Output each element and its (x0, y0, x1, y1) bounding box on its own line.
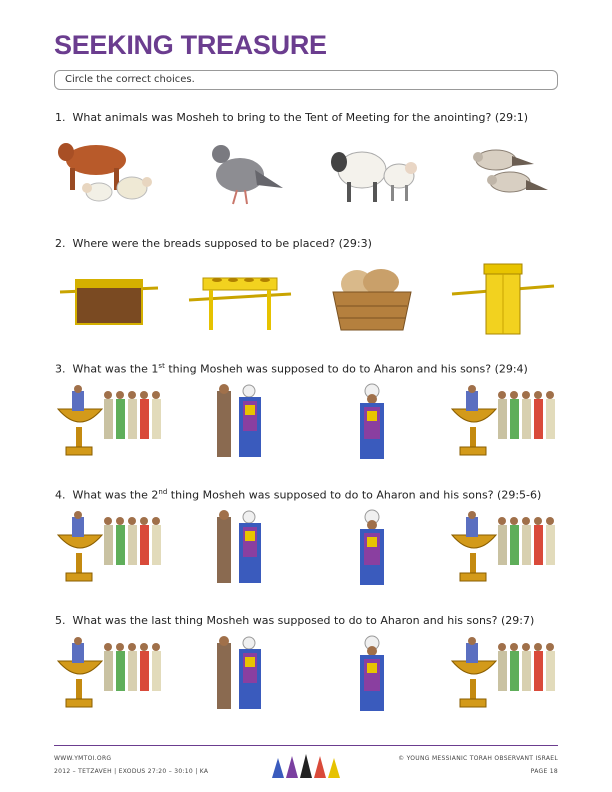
choice-high-priest[interactable] (317, 509, 427, 589)
question-4: 4. What was the 2nd thing Mosheh was supposed to do to Aharon and his sons? (29:5-6) (55, 488, 542, 502)
choice-basket[interactable] (317, 258, 427, 338)
footer-site-link[interactable]: WWW.YMTOI.ORG (54, 755, 112, 762)
choice-pigeon[interactable] (185, 130, 295, 210)
choice-ram-and-sheep[interactable] (317, 130, 427, 210)
choice-high-priest[interactable] (317, 383, 427, 463)
choice-table[interactable] (185, 258, 295, 338)
choices-row-3 (54, 383, 558, 463)
footer-lesson-info: 2012 – TETZAVEH | EXODUS 27:20 – 30:10 | KA (54, 768, 209, 775)
choice-washing-at-laver[interactable] (448, 509, 558, 589)
choice-ark[interactable] (54, 258, 164, 338)
footer-page-number: PAGE 18 (530, 768, 558, 775)
choice-dressing-high-priest[interactable] (185, 383, 295, 463)
choice-washing-at-laver[interactable] (54, 383, 164, 463)
choice-high-priest[interactable] (317, 635, 427, 715)
question-5: 5. What was the last thing Mosheh was supposed to do to Aharon and his sons? (29:7) (55, 614, 535, 627)
question-1: 1. What animals was Mosheh to bring to the Tent of Meeting for the anointing? (29:1) (55, 111, 529, 124)
ymtoi-logo (270, 752, 342, 780)
question-3: 3. What was the 1st thing Mosheh was supposed to do to Aharon and his sons? (29:4) (55, 362, 528, 376)
choice-washing-at-laver[interactable] (448, 635, 558, 715)
choice-washing-at-laver[interactable] (448, 383, 558, 463)
choice-bull-and-rams[interactable] (54, 130, 164, 210)
question-2: 2. Where were the breads supposed to be placed? (29:3) (55, 237, 372, 250)
choices-row-2 (54, 258, 558, 338)
instruction-text: Circle the correct choices. (65, 74, 195, 85)
choice-washing-at-laver[interactable] (54, 509, 164, 589)
footer-copyright: © YOUNG MESSIANIC TORAH OBSERVANT ISRAEL (398, 755, 558, 762)
choice-incense-altar[interactable] (448, 258, 558, 338)
choices-row-4 (54, 509, 558, 589)
footer-divider (54, 745, 558, 746)
page-title: SEEKING TREASURE (54, 30, 327, 60)
choice-dressing-high-priest[interactable] (185, 509, 295, 589)
choices-row-5 (54, 635, 558, 715)
instruction-box (54, 70, 558, 90)
choice-doves[interactable] (448, 130, 558, 210)
choice-washing-at-laver[interactable] (54, 635, 164, 715)
choices-row-1 (54, 130, 558, 210)
choice-dressing-high-priest[interactable] (185, 635, 295, 715)
